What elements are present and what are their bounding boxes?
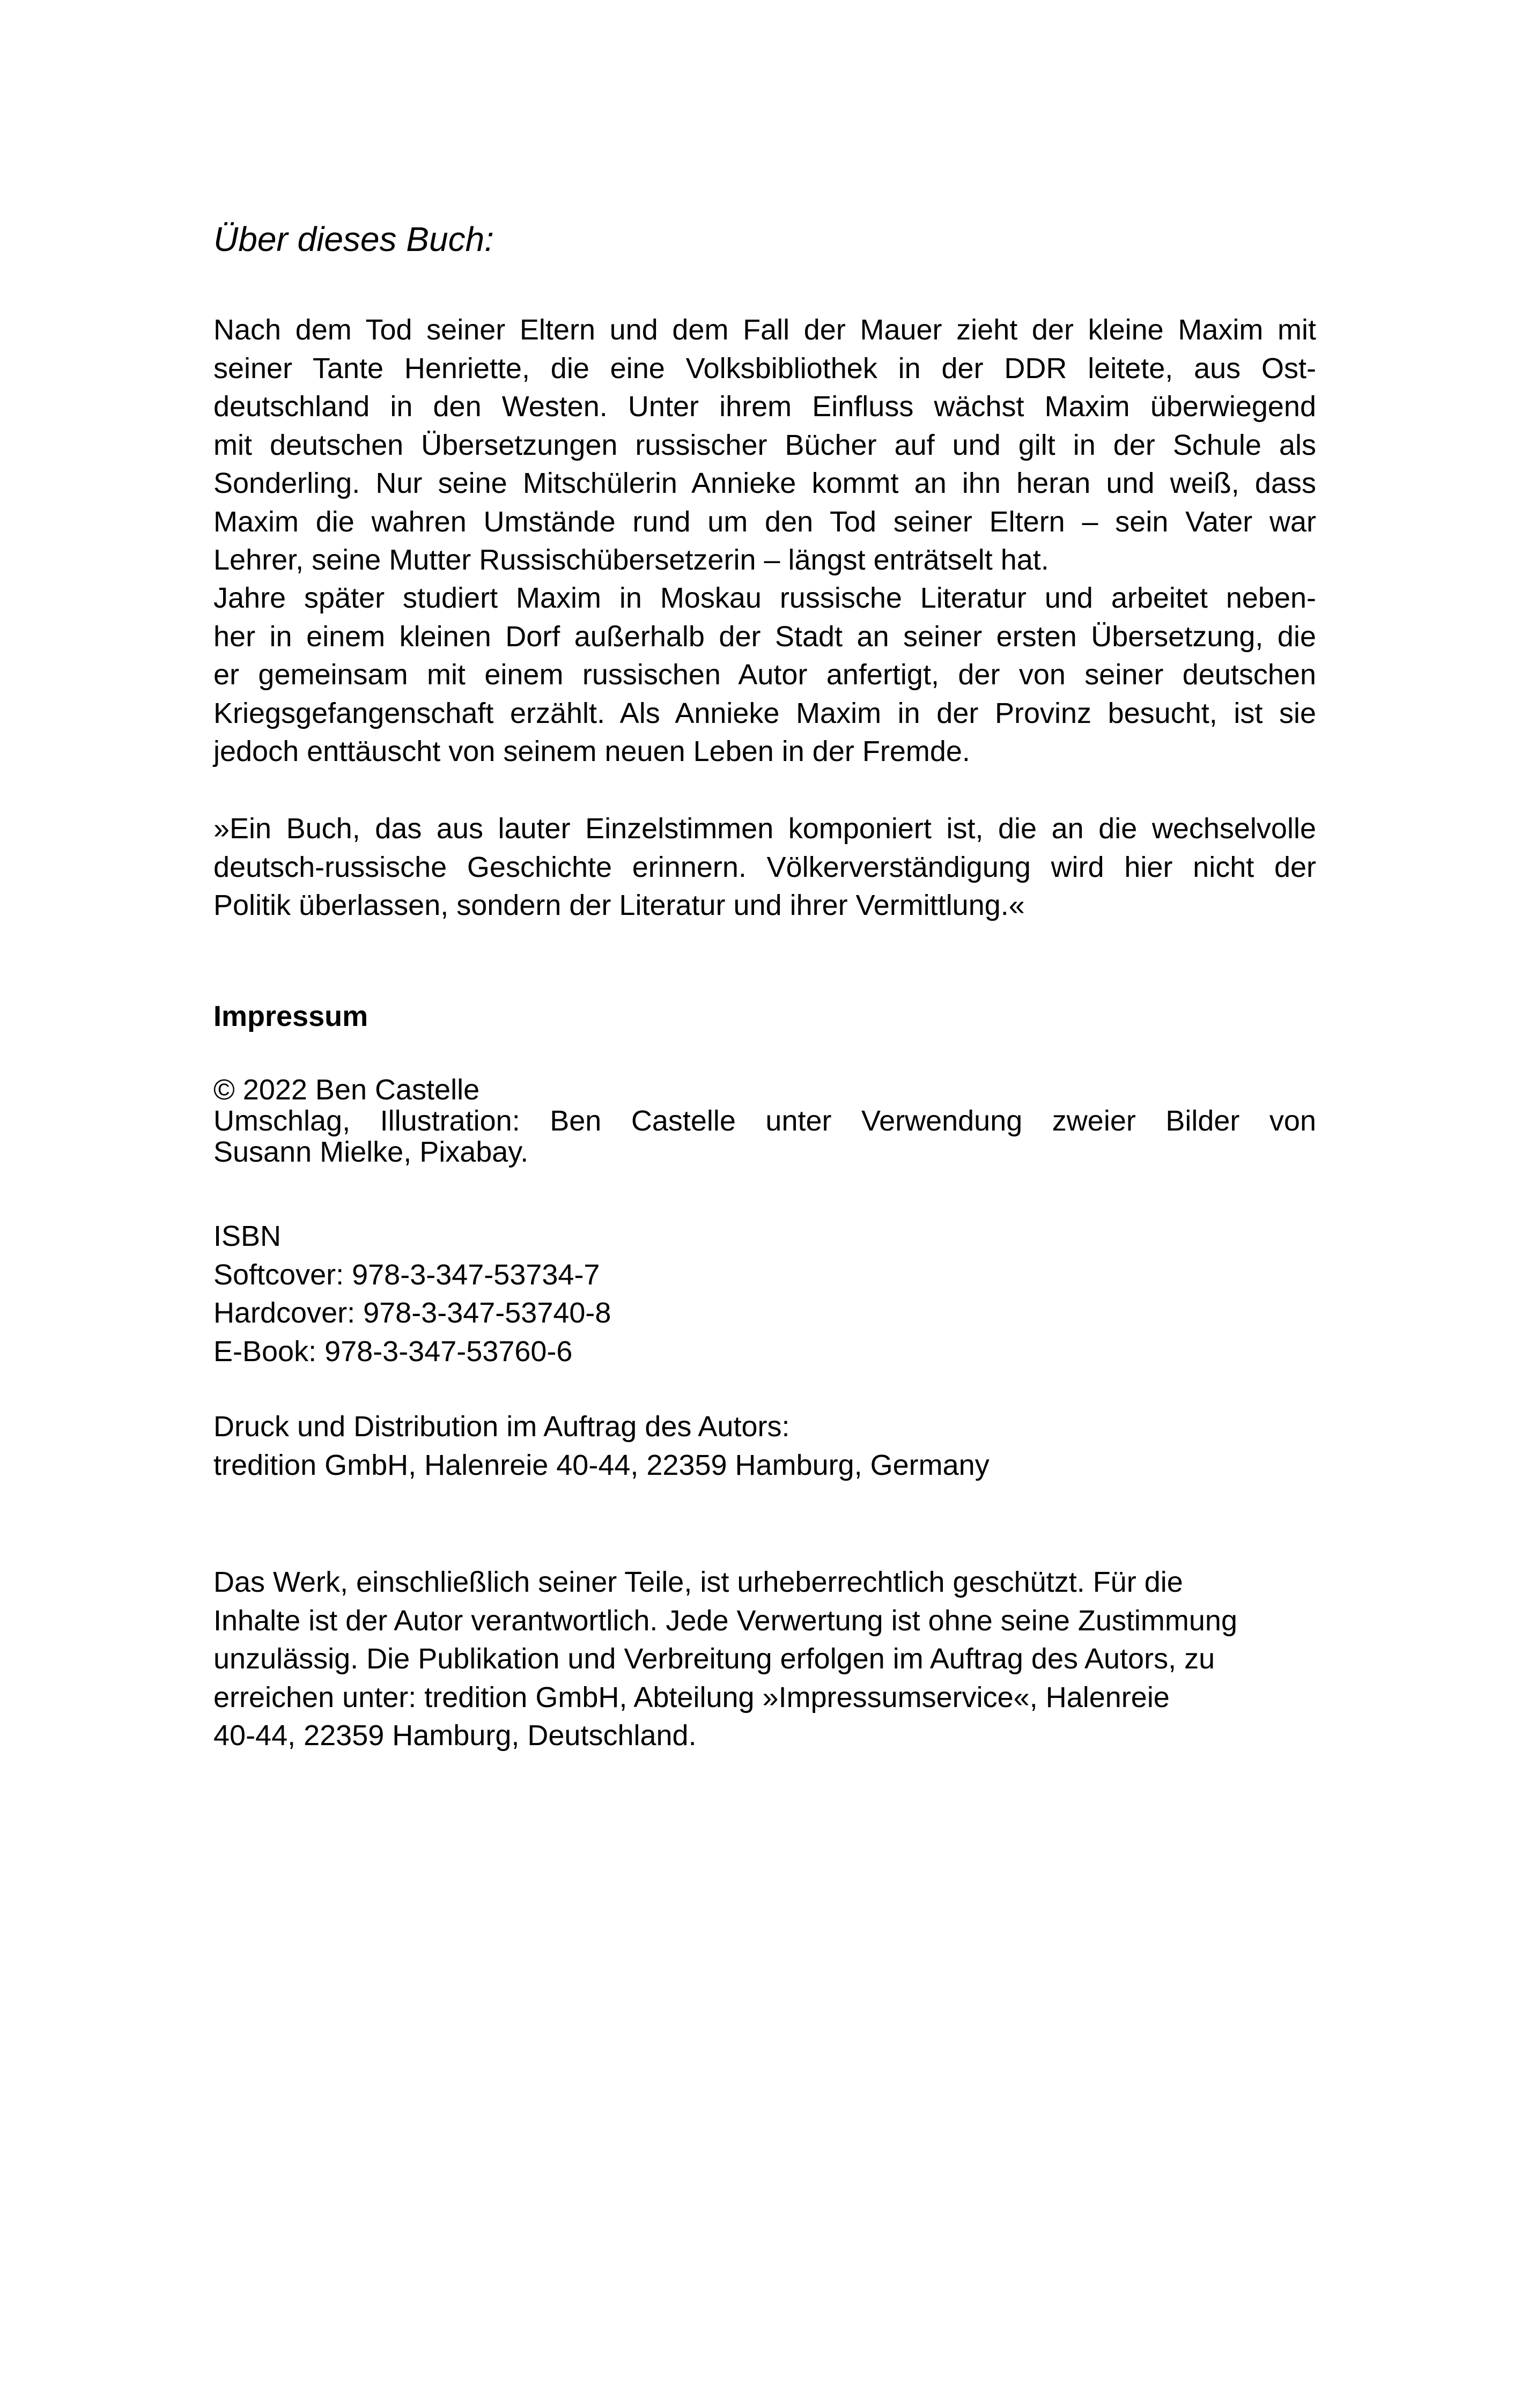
text-line: Maxim die wahren Umstände rund um den Tod seiner Eltern – sein Vater war	[213, 505, 1316, 538]
text-line: her in einem kleinen Dorf außerhalb der Stadt an seiner ersten Übersetzung, die	[213, 620, 1316, 653]
review-quote	[213, 810, 1316, 925]
text-line: »Ein Buch, das aus lauter Einzelstimmen komponiert ist, die an die wechselvolle	[213, 812, 1316, 845]
isbn-softcover: Softcover: 978-3-347-53734-7	[213, 1258, 600, 1291]
text-line: Jahre später studiert Maxim in Moskau russische Literatur und arbeitet neben-	[213, 582, 1316, 614]
text-line: seiner Tante Henriette, die eine Volksbibliothek in der DDR leitete, aus Ost-	[213, 352, 1316, 385]
about-section	[213, 217, 1316, 261]
text-line: Lehrer, seine Mutter Russischübersetzerin – längst enträtselt hat.	[213, 544, 1049, 576]
text-line: erreichen unter: tredition GmbH, Abteilung »Impressumservice«, Halenreie	[213, 1681, 1170, 1713]
isbn-block	[213, 1217, 1316, 1371]
text-line: deutschland in den Westen. Unter ihrem Einfluss wächst Maxim überwiegend	[213, 390, 1316, 423]
print-line: Druck und Distribution im Auftrag des Autors:	[213, 1410, 790, 1443]
copyright-line: © 2022 Ben Castelle	[213, 1074, 480, 1106]
text-line: jedoch enttäuscht von seinem neuen Leben in der Fremde.	[213, 735, 970, 767]
about-paragraph-2	[213, 579, 1316, 771]
cover-credit-line: Umschlag, Illustration: Ben Castelle unter Verwendung zweier Bilder von	[213, 1105, 1316, 1137]
about-title: Über dieses Buch:	[213, 220, 494, 258]
text-line: Sonderling. Nur seine Mitschülerin Annieke kommt an ihn heran und weiß, dass	[213, 467, 1316, 499]
text-line: Nach dem Tod seiner Eltern und dem Fall der Mauer zieht der kleine Maxim mit	[213, 314, 1316, 346]
text-line: Inhalte ist der Autor verantwortlich. Jede Verwertung ist ohne seine Zustimmung	[213, 1604, 1237, 1637]
cover-credit-line: Susann Mielke, Pixabay.	[213, 1136, 529, 1168]
impressum-title: Impressum	[213, 1000, 368, 1032]
text-line: unzulässig. Die Publikation und Verbreitung erfolgen im Auftrag des Autors, zu	[213, 1643, 1215, 1675]
text-line: mit deutschen Übersetzungen russischer Bücher auf und gilt in der Schule als	[213, 429, 1316, 461]
print-distribution	[213, 1408, 1316, 1484]
text-line: er gemeinsam mit einem russischen Autor anfertigt, der von seiner deutschen	[213, 659, 1316, 691]
impressum-credits	[213, 1074, 1316, 1168]
text-line: Kriegsgefangenschaft erzählt. Als Annieke Maxim in der Provinz besucht, ist sie	[213, 697, 1316, 729]
text-line: Das Werk, einschließlich seiner Teile, ist urheberrechtlich geschützt. Für die	[213, 1566, 1183, 1598]
isbn-hardcover: Hardcover: 978-3-347-53740-8	[213, 1297, 611, 1329]
about-paragraph-1	[213, 311, 1316, 580]
publisher-address: tredition GmbH, Halenreie 40-44, 22359 Hamburg, Germany	[213, 1449, 990, 1481]
text-line: Politik überlassen, sondern der Literatur und ihrer Vermittlung.«	[213, 889, 1025, 921]
text-line: 40-44, 22359 Hamburg, Deutschland.	[213, 1719, 697, 1752]
legal-notice	[213, 1563, 1316, 1755]
isbn-ebook: E-Book: 978-3-347-53760-6	[213, 1335, 573, 1368]
isbn-label: ISBN	[213, 1220, 282, 1252]
text-line: deutsch-russische Geschichte erinnern. Völkerverständigung wird hier nicht der	[213, 851, 1316, 883]
